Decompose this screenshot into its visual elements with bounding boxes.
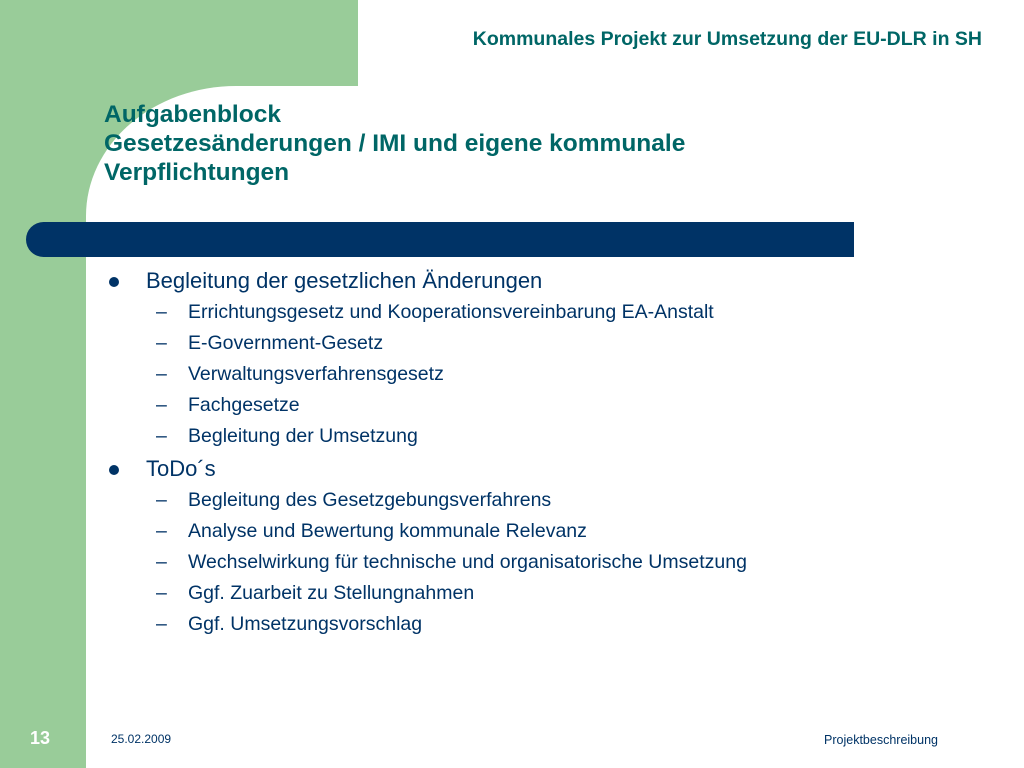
bullet-dot-icon xyxy=(109,277,119,287)
sub-item-text: Ggf. Umsetzungsvorschlag xyxy=(188,613,423,635)
dash-icon: – xyxy=(156,332,167,354)
bullet-text: Begleitung der gesetzlichen Änderungen xyxy=(146,268,543,293)
dash-icon: – xyxy=(156,301,167,323)
slide-title-line-3: Verpflichtungen xyxy=(104,159,290,186)
sub-item xyxy=(104,516,984,547)
sub-item xyxy=(104,297,984,328)
sub-item xyxy=(104,547,984,578)
sub-item xyxy=(104,421,984,452)
bullet-item-section-2 xyxy=(104,452,984,485)
dash-icon: – xyxy=(156,489,167,511)
sub-item-text: Wechselwirkung für technische und organisatorische Umsetzung xyxy=(188,551,747,573)
slide-content xyxy=(104,264,984,640)
sub-item xyxy=(104,359,984,390)
sub-item-text: E-Government-Gesetz xyxy=(188,332,384,354)
top-decor-band xyxy=(0,0,358,86)
title-divider-bar xyxy=(26,222,854,257)
footer-date: 25.02.2009 xyxy=(111,732,172,746)
page-number: 13 xyxy=(30,728,51,748)
sub-item-text: Fachgesetze xyxy=(188,394,300,416)
slide-title-line-2: Gesetzesänderungen / IMI und eigene kommunale xyxy=(104,130,686,157)
sub-item-text: Begleitung des Gesetzgebungsverfahrens xyxy=(188,489,552,511)
sub-item xyxy=(104,609,984,640)
sub-item-text: Verwaltungsverfahrensgesetz xyxy=(188,363,444,385)
dash-icon: – xyxy=(156,520,167,542)
sub-item xyxy=(104,390,984,421)
sub-item-text: Analyse und Bewertung kommunale Relevanz xyxy=(188,520,587,542)
dash-icon: – xyxy=(156,394,167,416)
sub-item xyxy=(104,578,984,609)
dash-icon: – xyxy=(156,425,167,447)
dash-icon: – xyxy=(156,551,167,573)
dash-icon: – xyxy=(156,582,167,604)
sub-item xyxy=(104,328,984,359)
footer-label: Projektbeschreibung xyxy=(824,733,938,747)
sub-item-text: Begleitung der Umsetzung xyxy=(188,425,418,447)
slide-title xyxy=(104,100,864,187)
header-title: Kommunales Projekt zur Umsetzung der EU-DLR in SH xyxy=(472,28,982,50)
slide-title-line-1: Aufgabenblock xyxy=(104,101,281,128)
bullet-item-section-1 xyxy=(104,264,984,297)
dash-icon: – xyxy=(156,363,167,385)
bullet-dot-icon xyxy=(109,465,119,475)
sub-item-text: Ggf. Zuarbeit zu Stellungnahmen xyxy=(188,582,475,604)
sub-item xyxy=(104,485,984,516)
bullet-text: ToDo´s xyxy=(146,456,216,481)
dash-icon: – xyxy=(156,613,167,635)
sub-item-text: Errichtungsgesetz und Kooperationsvereinbarung EA-Anstalt xyxy=(188,301,714,323)
left-decor-band xyxy=(0,0,86,768)
